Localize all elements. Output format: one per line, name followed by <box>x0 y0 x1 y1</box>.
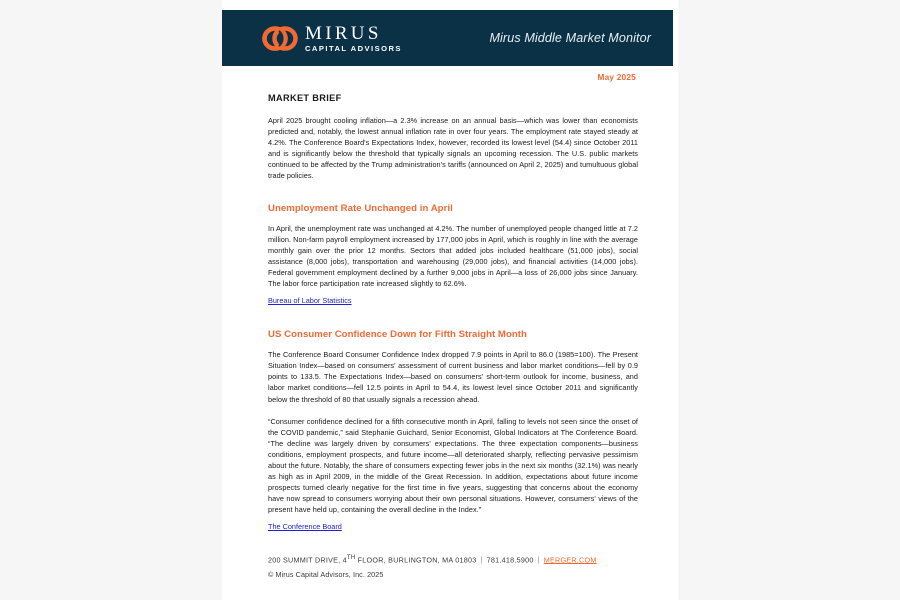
footer-website-link[interactable]: MERGER.COM <box>543 555 597 565</box>
section-heading-consumer-confidence: US Consumer Confidence Down for Fifth Straight Month <box>268 329 527 341</box>
section-heading-unemployment: Unemployment Rate Unchanged in April <box>268 202 453 214</box>
mirus-interlocking-rings-logo-icon <box>262 25 298 52</box>
document-header-band <box>222 10 673 66</box>
link-the-conference-board[interactable]: The Conference Board <box>268 522 342 532</box>
document-page <box>222 0 678 600</box>
logo-subtitle: CAPITAL ADVISORS <box>305 43 402 53</box>
document-content <box>268 93 638 545</box>
document-footer <box>268 555 648 579</box>
footer-address-ordinal: TH <box>346 555 356 561</box>
issue-date: May 2025 <box>597 72 636 82</box>
mirus-logo-wordmark <box>305 24 402 53</box>
link-bureau-of-labor-statistics[interactable]: Bureau of Labor Statistics <box>268 296 352 306</box>
newsletter-title: Mirus Middle Market Monitor <box>489 31 651 45</box>
footer-contact-line <box>268 555 648 564</box>
section-paragraph-guichard-quote: “Consumer confidence declined for a fifth consecutive month in April, falling to levels not seen since the onset of the COVID pandemic,” said Stephanie Guichard, Senior Economist, Global Indicators at The Conference Board. “The decline was largely driven by consumers' expectations. The three expectation components—business conditions, employment prospects, and future income—all deteriorated sharply, reflecting pervasive pessimism about the future. Notably, the share of consumers expecting fewer jobs in the next six months (32.1%) was nearly as high as in April 2009, in the middle of the Great Recession. In addition, expectations about future income prospects turned clearly negative for the first time in five years, suggesting that concerns about the economy have now spread to consumers worrying about their own personal situations. However, consumers' views of the present have held up, containing the overall decline in the Index.” <box>268 416 638 515</box>
intro-paragraph: April 2025 brought cooling inflation—a 2.3% increase on an annual basis—which was lower than economists predicted and, notably, the lowest annual inflation rate in over four years. The employment rate stayed steady at 4.2%. The Conference Board's Expectations Index, however, recorded its lowest level (54.4) since October 2011 and is significantly below the threshold that typically signals an upcoming recession. The U.S. public markets continued to be affected by the Trump administration's tariffs (announced on April 2, 2025) and tumultuous global trade policies. <box>268 116 638 181</box>
footer-copyright: © Mirus Capital Advisors, Inc. 2025 <box>268 570 384 580</box>
mirus-logo[interactable] <box>262 24 402 53</box>
footer-address: 200 SUMMIT DRIVE, 4 <box>268 555 347 565</box>
footer-separator-1: | <box>480 555 483 565</box>
spacer <box>268 193 638 203</box>
footer-phone: 781.418.5900 <box>486 555 534 565</box>
footer-separator-2: | <box>537 555 540 565</box>
section-paragraph-confidence-index: The Conference Board Consumer Confidence Index dropped 7.9 points in April to 86.0 (1985=100). The Present Situation Index—based on consumers' assessment of current business and labor market conditions—fell by 0.9 points to 133.5. The Expectations Index—based on consumers' short-term outlook for income, business, and labor market conditions—fell 12.5 points in April to 54.4, its lowest level since October 2011 and significantly below the threshold of 80 that usually signals a recession ahead. <box>268 350 638 404</box>
logo-word: MIRUS <box>305 22 382 44</box>
market-brief-heading: MARKET BRIEF <box>268 93 342 103</box>
section-paragraph-unemployment: In April, the unemployment rate was unchanged at 4.2%. The number of unemployed people changed little at 7.2 million. Non-farm payroll employment increased by 177,000 jobs in April, which is roughly in line with the average monthly gain over the prior 12 months. Sectors that added jobs included healthcare (51,000 jobs), social assistance (8,000 jobs), transportation and warehousing (29,000 jobs), and financial activities (14,000 jobs). Federal government employment declined by a further 9,000 jobs in April—a loss of 26,000 jobs since January. The labor force participation rate increased slightly to 62.6%. <box>268 223 638 289</box>
footer-address-rest: FLOOR, BURLINGTON, MA 01803 <box>355 555 477 565</box>
spacer <box>268 319 638 329</box>
